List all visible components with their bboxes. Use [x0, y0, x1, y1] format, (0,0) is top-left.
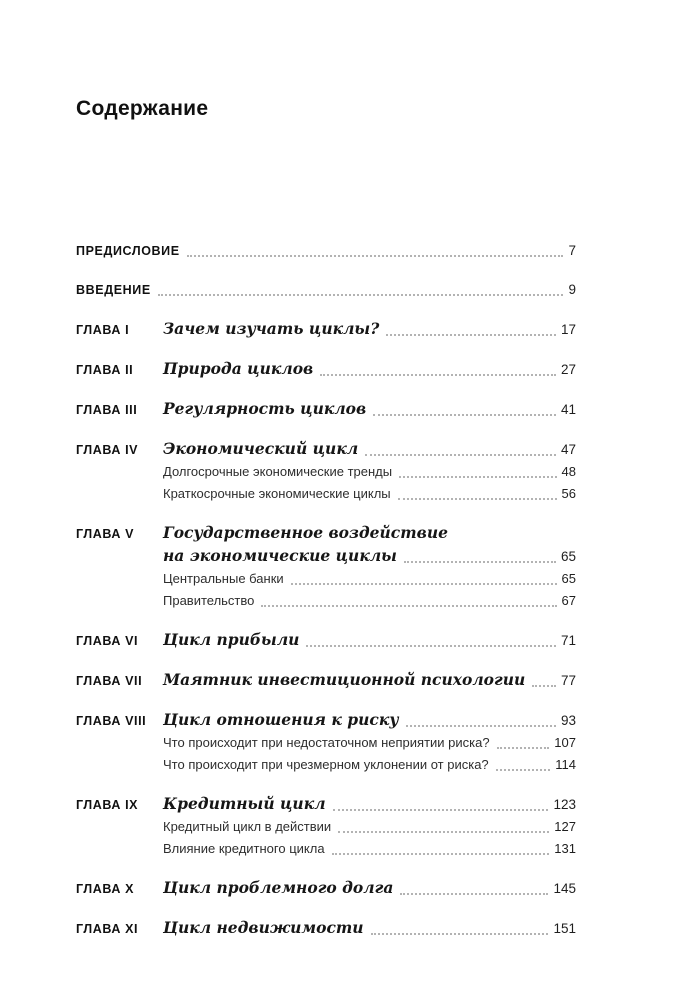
chapter-label: ГЛАВА III: [76, 403, 138, 417]
dot-leader: [338, 831, 549, 833]
chapter-title-line1: Государственное воздействие: [163, 523, 448, 542]
chapter-title: Регулярность циклов: [163, 399, 367, 418]
sub-entry-title: Правительство: [163, 593, 255, 608]
sub-entry-title: Что происходит при недостаточном неприятии риска?: [163, 735, 490, 750]
dot-leader: [496, 769, 551, 771]
toc-row: [76, 522, 576, 545]
page-number: 56: [561, 486, 576, 501]
toc-chapter-6: [76, 629, 576, 652]
dot-leader: [187, 255, 564, 257]
toc-chapter-11: [76, 917, 576, 940]
chapter-label: ГЛАВА VII: [76, 674, 143, 688]
dot-leader: [371, 933, 549, 935]
page-number: 9: [568, 282, 576, 297]
toc-chapter-9: [76, 793, 576, 860]
toc-chapter-4: [76, 438, 576, 505]
toc-sub-entry: [163, 568, 576, 590]
chapter-title: Маятник инвестиционной психологии: [163, 670, 526, 689]
page-number: 151: [553, 921, 576, 936]
toc-sub-entry: [163, 838, 576, 860]
page-title: Содержание: [76, 97, 209, 120]
page-number: 145: [553, 881, 576, 896]
page-number: 48: [561, 464, 576, 479]
page-number: 114: [555, 757, 576, 772]
page-number: 27: [560, 362, 576, 377]
toc-sub-entry: [163, 590, 576, 612]
toc-row: [76, 669, 576, 692]
toc-chapter-10: [76, 877, 576, 900]
table-of-contents: [76, 240, 576, 940]
toc-row: [76, 358, 576, 381]
sub-entry-title: Что происходит при чрезмерном уклонении от риска?: [163, 757, 489, 772]
toc-row: [76, 877, 576, 900]
dot-leader: [306, 645, 556, 647]
toc-sub-entry: [163, 483, 576, 505]
toc-chapter-5: [76, 522, 576, 612]
dot-leader: [398, 498, 557, 500]
toc-row: [76, 318, 576, 341]
dot-leader: [406, 725, 556, 727]
toc-chapter-8: [76, 709, 576, 776]
toc-row: [76, 398, 576, 421]
chapter-label: ГЛАВА IV: [76, 443, 139, 457]
chapter-label: ГЛАВА II: [76, 363, 134, 377]
dot-leader: [532, 685, 556, 687]
page-number: 131: [554, 841, 576, 856]
dot-leader: [291, 583, 557, 585]
page-number: 127: [554, 819, 576, 834]
toc-row: [76, 438, 576, 461]
toc-chapter-1: [76, 318, 576, 341]
dot-leader: [497, 747, 550, 749]
toc-chapter-3: [76, 398, 576, 421]
chapter-label: ГЛАВА IX: [76, 798, 139, 812]
page-number: 41: [560, 402, 576, 417]
dot-leader: [158, 294, 564, 296]
toc-chapter-2: [76, 358, 576, 381]
chapter-title-line2: на экономические циклы: [163, 546, 397, 565]
toc-row: [76, 629, 576, 652]
page-number: 123: [553, 797, 576, 812]
dot-leader: [404, 561, 556, 563]
toc-entry-introduction: [76, 279, 576, 301]
sub-entry-title: Кредитный цикл в действии: [163, 819, 332, 834]
chapter-title: Цикл прибыли: [163, 630, 300, 649]
page-number: 67: [561, 593, 576, 608]
dot-leader: [399, 476, 556, 478]
dot-leader: [320, 374, 556, 376]
dot-leader: [333, 809, 549, 811]
page-number: 47: [560, 442, 576, 457]
toc-row: [76, 240, 576, 262]
page-number: 17: [560, 322, 576, 337]
chapter-title: Природа циклов: [163, 359, 314, 378]
entry-label: ВВЕДЕНИЕ: [76, 283, 151, 297]
sub-entry-title: Центральные банки: [163, 571, 284, 586]
page-number: 65: [560, 549, 576, 564]
toc-sub-entry: [163, 754, 576, 776]
toc-row: [76, 279, 576, 301]
sub-entry-title: Влияние кредитного цикла: [163, 841, 325, 856]
toc-row: [76, 545, 576, 568]
chapter-title: Цикл недвижимости: [163, 918, 364, 937]
chapter-label: ГЛАВА XI: [76, 922, 139, 936]
sub-entry-title: Краткосрочные экономические циклы: [163, 486, 391, 501]
toc-row: [76, 917, 576, 940]
sub-entry-title: Долгосрочные экономические тренды: [163, 464, 393, 479]
page-number: 107: [554, 735, 576, 750]
toc-row: [76, 793, 576, 816]
toc-sub-entry: [163, 732, 576, 754]
dot-leader: [386, 334, 556, 336]
chapter-label: ГЛАВА VIII: [76, 714, 147, 728]
dot-leader: [400, 893, 548, 895]
toc-sub-entry: [163, 816, 576, 838]
page-number: 71: [560, 633, 576, 648]
dot-leader: [373, 414, 556, 416]
chapter-title: Цикл проблемного долга: [163, 878, 394, 897]
dot-leader: [332, 853, 550, 855]
chapter-label: ГЛАВА I: [76, 323, 130, 337]
dot-leader: [365, 454, 556, 456]
chapter-title: Экономический цикл: [163, 439, 359, 458]
page-number: 77: [560, 673, 576, 688]
chapter-label: ГЛАВА V: [76, 527, 135, 541]
toc-chapter-7: [76, 669, 576, 692]
chapter-label: ГЛАВА X: [76, 882, 135, 896]
chapter-title: Зачем изучать циклы?: [163, 319, 380, 338]
toc-entry-preface: [76, 240, 576, 262]
page-number: 65: [561, 571, 576, 586]
chapter-title: Цикл отношения к риску: [163, 710, 399, 729]
entry-label: ПРЕДИСЛОВИЕ: [76, 244, 180, 258]
toc-row: [76, 709, 576, 732]
page-number: 7: [568, 243, 576, 258]
dot-leader: [261, 605, 556, 607]
chapter-title: Кредитный цикл: [163, 794, 326, 813]
chapter-label: ГЛАВА VI: [76, 634, 139, 648]
toc-sub-entry: [163, 461, 576, 483]
page-number: 93: [560, 713, 576, 728]
